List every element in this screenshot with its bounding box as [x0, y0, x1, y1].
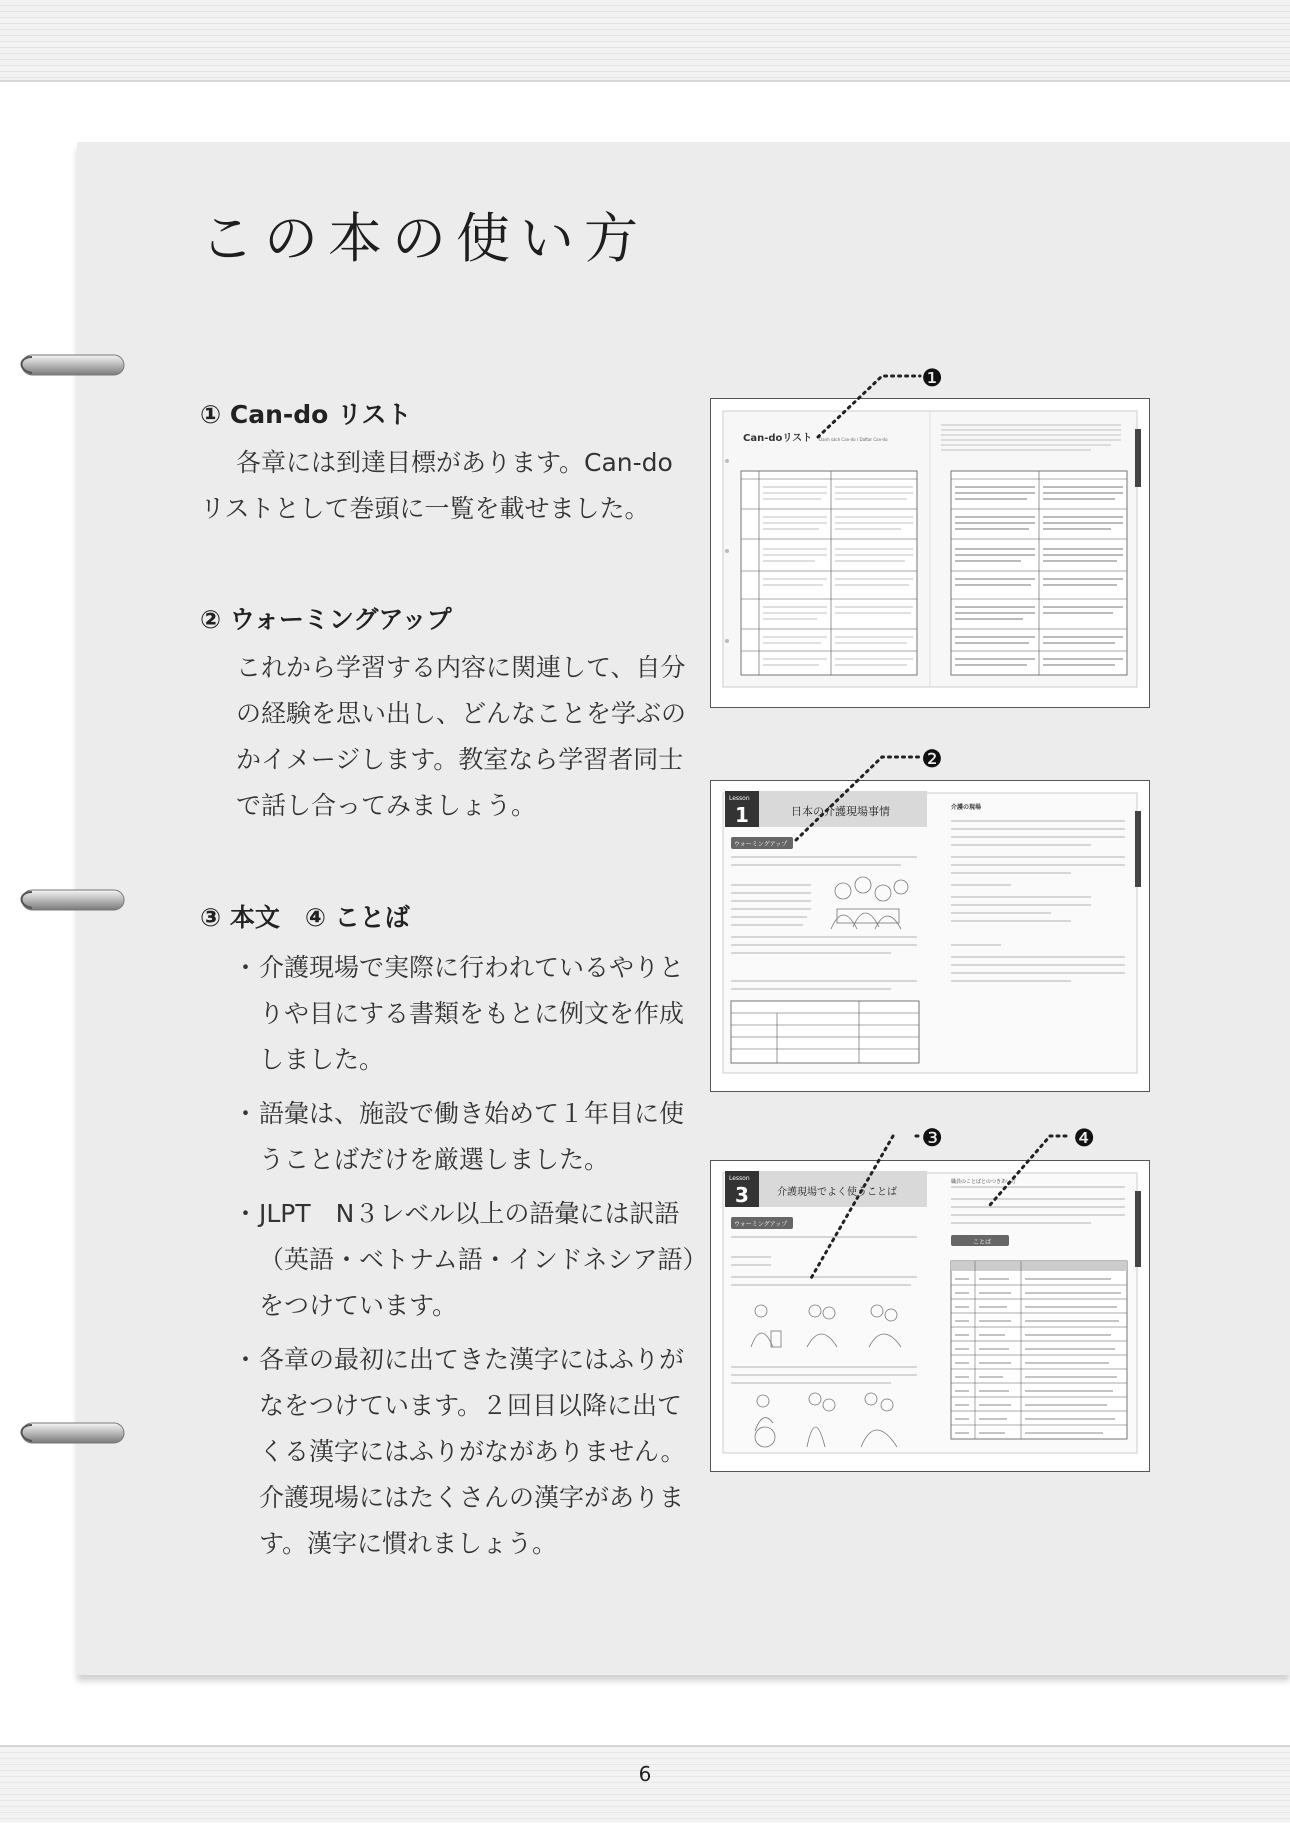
bullet-line: をつけています。 [259, 1291, 458, 1320]
bullet-line: （英語・ベトナム語・インドネシア語） [259, 1245, 708, 1274]
callout-marker-2: ❷ [921, 745, 943, 773]
body-line: これから学習する内容に関連して、自分 [236, 653, 686, 682]
thumb-lesson3-right-heading: 職員のことばとのつきあい方 [951, 1179, 1017, 1185]
thumb-lesson3-label: Lesson [729, 1175, 750, 1182]
body-line: 各章には到達目標があります。Can-do [236, 448, 673, 477]
bullet-line: 語彙は、施設で働き始めて１年目に使 [259, 1099, 685, 1128]
thumb-lesson3-warmup-tag: ウォーミングアップ [734, 1221, 788, 1228]
page-title: この本の使い方 [200, 207, 648, 270]
thumb-lesson3-number: 3 [735, 1183, 749, 1207]
body-line: で話し合ってみましょう。 [236, 791, 537, 820]
thumb-lesson3-kotoba-tag: ことば [973, 1239, 992, 1246]
thumb-lesson1-title: 日本の介護現場事情 [791, 805, 890, 818]
page-number: 6 [638, 1762, 652, 1786]
callout-leader-4 [990, 1136, 1066, 1205]
thumb-lesson1-number: 1 [735, 803, 749, 827]
bullet-line: しました。 [259, 1045, 385, 1074]
thumb-lesson1-label: Lesson [729, 795, 750, 802]
bullet-line: 介護現場にはたくさんの漢字がありま [259, 1483, 685, 1512]
thumb-lesson1-right-heading: 介護の現場 [951, 804, 982, 811]
section-heading-text-kotoba: ③ 本文 ④ ことば [200, 903, 410, 932]
bullet-line: くる漢字にはふりがながありません。 [259, 1437, 686, 1466]
bullet-line: りや目にする書類をもとに例文を作成 [259, 999, 685, 1028]
thumb-lesson3-title: 介護現場でよく使うことば [777, 1187, 897, 1198]
bullet-line: うことばだけを厳選しました。 [259, 1145, 610, 1174]
bullet-mark: ・ [233, 1345, 259, 1374]
bullet-mark: ・ [233, 1199, 259, 1228]
callout-leader-1 [818, 376, 920, 437]
thumb-cando-title: Can-doリスト [743, 433, 813, 444]
callout-marker-3: ❸ [921, 1124, 943, 1152]
bullet-line: 介護現場で実際に行われているやりと [259, 953, 685, 982]
bullet-mark: ・ [233, 953, 259, 982]
callout-leader-3 [810, 1136, 920, 1280]
callout-marker-1: ❶ [921, 364, 943, 392]
bullet-line: す。漢字に慣れましょう。 [259, 1529, 558, 1558]
body-line: かイメージします。教室なら学習者同士 [236, 745, 684, 774]
section-heading-cando: ① Can-do リスト [200, 400, 412, 429]
thumb-lesson1-warmup-tag: ウォーミングアップ [734, 841, 788, 848]
body-line: の経験を思い出し、どんなことを学ぶの [236, 699, 687, 728]
callout-leader-2 [796, 757, 920, 840]
bullet-line: 各章の最初に出てきた漢字にはふりが [259, 1345, 685, 1374]
bullet-line: なをつけています。２回目以降に出て [259, 1391, 683, 1420]
bullet-mark: ・ [233, 1099, 259, 1128]
callout-marker-4: ❹ [1073, 1124, 1095, 1152]
bullet-line: JLPT N３レベル以上の語彙には訳語 [259, 1199, 680, 1228]
body-line: リストとして巻頭に一覧を載せました。 [200, 494, 650, 523]
thumb-cando-subtitle: Danh sách Can-do / Daftar Can-do [819, 437, 888, 442]
section-heading-warmup: ② ウォーミングアップ [200, 605, 452, 634]
